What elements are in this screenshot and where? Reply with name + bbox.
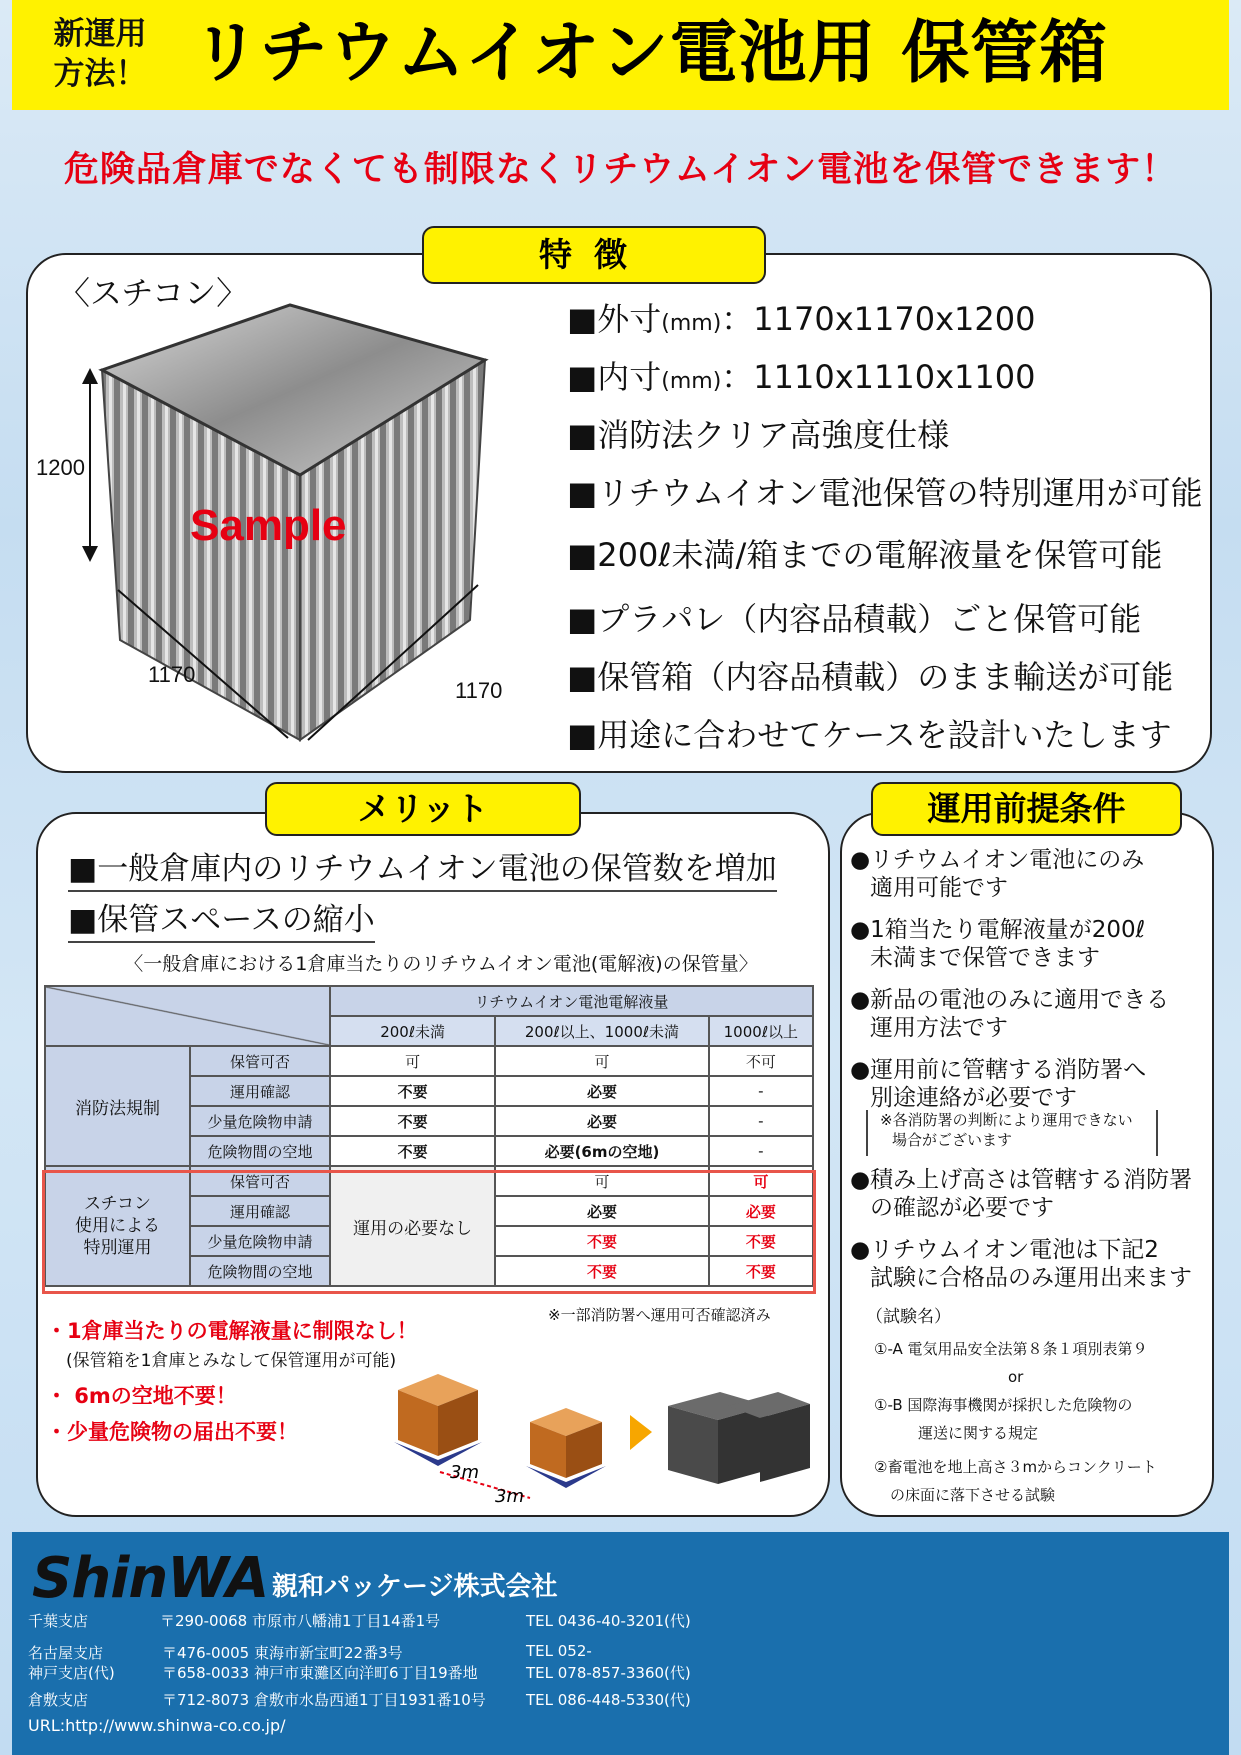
branch-name: 倉敷支店: [28, 1691, 89, 1709]
group-header: リチウムイオン電池電解液量: [330, 986, 813, 1016]
container-illustration: [30, 300, 550, 760]
dim-left-label: 1170: [148, 662, 196, 687]
feature-item: ■リチウムイオン電池保管の特別運用が可能: [567, 474, 1203, 512]
table-cell: 不要: [709, 1226, 813, 1256]
row-label: 保管可否: [190, 1166, 330, 1196]
feature-item: ■内寸(mm)：1110x1110x1100: [567, 358, 1036, 396]
table-cell: 不要: [330, 1076, 495, 1106]
sample-watermark: Sample: [190, 501, 347, 550]
or-label: or: [1008, 1368, 1024, 1386]
feature-item: ■保管箱（内容品積載）のまま輸送が可能: [567, 658, 1174, 696]
branch-tel: TEL 0436-40-3201(代): [526, 1612, 691, 1630]
test-item: の床面に落下させる試験: [890, 1486, 1056, 1504]
col-header: 1000ℓ以上: [709, 1016, 813, 1046]
sub-note: (保管箱を1倉庫とみなして保管運用が可能): [66, 1351, 397, 1371]
merit-item: ■保管スペースの縮小: [68, 894, 375, 943]
branch-tel: TEL 052-: [526, 1642, 592, 1660]
branch-address: 〒712-8073 倉敷市水島西通1丁目1931番10号: [162, 1691, 486, 1709]
condition-item: ●リチウムイオン電池は下記2 試験に合格品のみ運用出来ます: [850, 1237, 1192, 1291]
table-cell: 必要: [709, 1196, 813, 1226]
company-logo: ShinWA: [32, 1546, 269, 1611]
dim-height-label: 1200: [36, 455, 85, 480]
pallet-box-icon: [394, 1374, 482, 1466]
table-cell: 可: [495, 1046, 708, 1076]
table-cell: -: [709, 1136, 813, 1166]
tagline: 危険品倉庫でなくても制限なくリチウムイオン電池を保管できます！: [63, 150, 1178, 190]
bracket-note: ※各消防署の判断により運用できない 場合がございます: [866, 1110, 1158, 1156]
steel-container-icon: [668, 1392, 810, 1484]
dim-right-label: 1170: [455, 678, 503, 703]
section-label: スチコン 使用による 特別運用: [45, 1166, 190, 1286]
feature-item: ■プラパレ（内容品積載）ごと保管可能: [567, 600, 1142, 638]
col-header: 200ℓ以上、1000ℓ未満: [495, 1016, 708, 1046]
branch-name: 名古屋支店: [28, 1644, 104, 1662]
red-note: ・ 6mの空地不要！: [46, 1384, 237, 1408]
test-label: （試験名）: [866, 1307, 951, 1327]
merits-tab: メリット: [265, 782, 581, 836]
arrow-right-icon: [630, 1415, 652, 1450]
test-item: 運送に関する規定: [918, 1424, 1039, 1442]
merged-cell: 運用の必要なし: [330, 1166, 495, 1286]
condition-item: ●積み上げ高さは管轄する消防署 の確認が必要です: [850, 1167, 1193, 1221]
table-cell: 不可: [709, 1046, 813, 1076]
page-title: リチウムイオン電池用 保管箱: [192, 14, 1109, 93]
test-item: ①-B 国際海事機関が採択した危険物の: [874, 1396, 1133, 1414]
table-cell: 必要: [495, 1106, 708, 1136]
branch-name: 千葉支店: [28, 1612, 89, 1630]
condition-item: ●新品の電池のみに適用できる 運用方法です: [850, 987, 1170, 1041]
table-cell: 不要: [330, 1136, 495, 1166]
pallet-box-icon: [526, 1408, 606, 1488]
red-note: ・少量危険物の届出不要！: [46, 1420, 298, 1444]
condition-item: ●リチウムイオン電池にのみ 適用可能です: [850, 847, 1145, 901]
branch-name: 神戸支店(代): [28, 1664, 115, 1682]
confirm-note: ※一部消防署へ運用可否確認済み: [548, 1306, 771, 1324]
table-corner: [45, 986, 330, 1046]
row-label: 運用確認: [190, 1196, 330, 1226]
branch-address: 〒290-0068 市原市八幡浦1丁目14番1号: [160, 1612, 441, 1630]
row-label: 運用確認: [190, 1076, 330, 1106]
branch-address: 〒658-0033 神戸市東灘区向洋町6丁目19番地: [162, 1664, 478, 1682]
condition-item: ●運用前に管轄する消防署へ 別途連絡が必要です: [850, 1057, 1147, 1111]
conditions-tab: 運用前提条件: [871, 782, 1182, 836]
table-cell: 可: [709, 1166, 813, 1196]
table-cell: 可: [330, 1046, 495, 1076]
table-cell: 必要(6mの空地): [495, 1136, 708, 1166]
feature-item: ■消防法クリア高強度仕様: [567, 416, 950, 454]
test-item: ①-A 電気用品安全法第８条１項別表第９: [874, 1340, 1148, 1358]
branch-address: 〒476-0005 東海市新宝町22番3号: [162, 1644, 403, 1662]
storage-table: [44, 985, 814, 1287]
row-label: 危険物間の空地: [190, 1256, 330, 1286]
distance-label: 3m: [495, 1486, 524, 1507]
branch-tel: TEL 078-857-3360(代): [526, 1664, 691, 1682]
row-label: 保管可否: [190, 1046, 330, 1076]
row-label: 少量危険物申請: [190, 1106, 330, 1136]
feature-item: ■用途に合わせてケースを設計いたします: [567, 716, 1172, 754]
table-caption: 〈一般倉庫における1倉庫当たりのリチウムイオン電池(電解液)の保管量〉: [124, 953, 758, 975]
features-tab: 特徴: [422, 226, 766, 284]
table-cell: -: [709, 1076, 813, 1106]
distance-label: 3m: [450, 1462, 479, 1483]
header-sub-line2: 方法！: [53, 56, 147, 92]
condition-item: ●1箱当たり電解液量が200ℓ 未満まで保管できます: [850, 917, 1146, 971]
company-name: 親和パッケージ株式会社: [272, 1572, 558, 1602]
branch-tel: TEL 086-448-5330(代): [526, 1691, 691, 1709]
stacking-illustration: [390, 1360, 810, 1510]
row-label: 危険物間の空地: [190, 1136, 330, 1166]
table-cell: 必要: [495, 1196, 708, 1226]
table-cell: -: [709, 1106, 813, 1136]
feature-item: ■外寸(mm)：1170x1170x1200: [567, 300, 1036, 338]
product-label: 〈スチコン〉: [58, 274, 249, 312]
feature-item: ■200ℓ未満/箱までの電解液量を保管可能: [567, 536, 1163, 574]
merit-item: ■一般倉庫内のリチウムイオン電池の保管数を増加: [68, 843, 777, 892]
row-label: 少量危険物申請: [190, 1226, 330, 1256]
table-cell: 不要: [709, 1256, 813, 1286]
test-item: ②畜電池を地上高さ３mからコンクリート: [874, 1458, 1157, 1476]
header-sub-line1: 新運用: [53, 16, 147, 52]
header-subtitle: [30, 14, 170, 94]
table-cell: 必要: [495, 1076, 708, 1106]
red-note: ・1倉庫当たりの電解液量に制限なし！: [46, 1319, 418, 1343]
col-header: 200ℓ未満: [330, 1016, 495, 1046]
table-cell: 不要: [495, 1226, 708, 1256]
table-cell: 不要: [495, 1256, 708, 1286]
table-cell: 不要: [330, 1106, 495, 1136]
website-url[interactable]: URL:http://www.shinwa-co.co.jp/: [28, 1716, 286, 1735]
table-cell: 可: [495, 1166, 708, 1196]
section-label: 消防法規制: [45, 1046, 190, 1166]
